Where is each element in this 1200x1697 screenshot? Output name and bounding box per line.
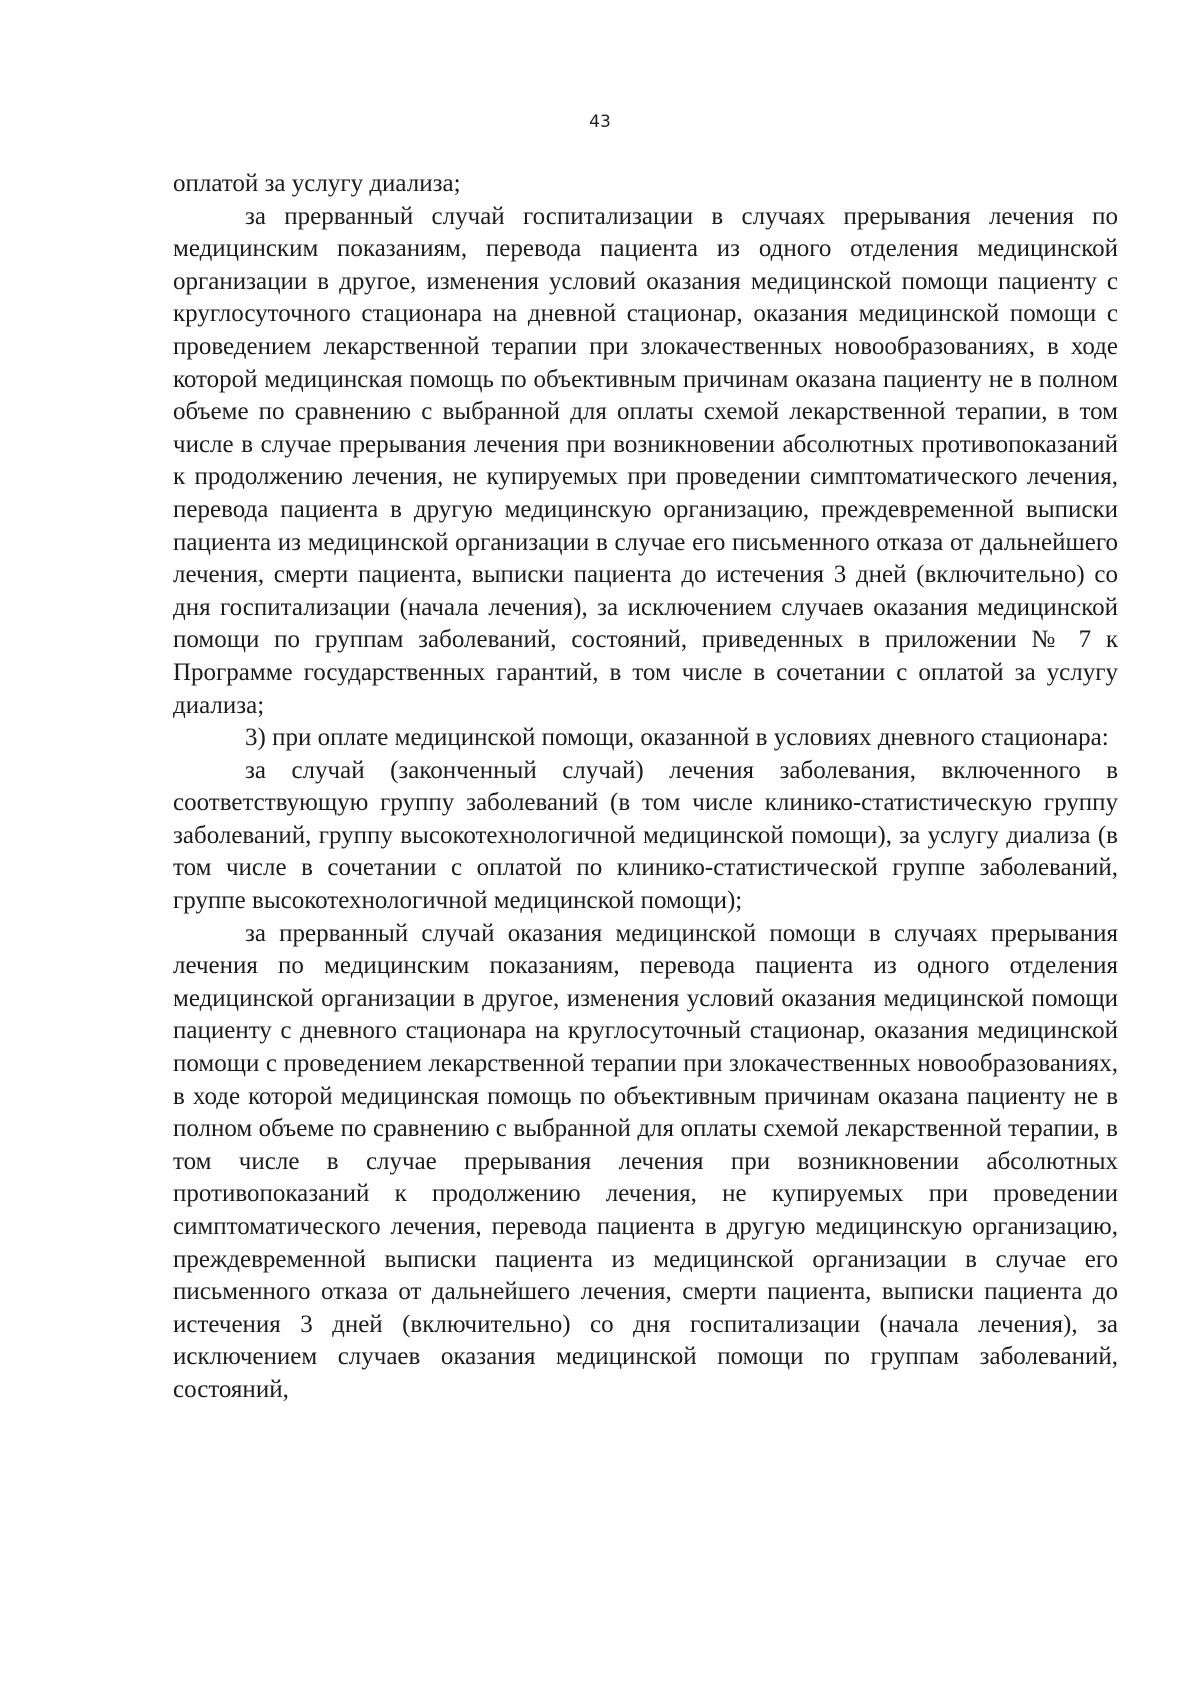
- paragraph-5: за прерванный случай оказания медицинской помощи в случаях прерывания лечения по медицинским показаниям, перевода пациента из одного отделения медицинской организации в другое, изменения условий оказания медицинской помощи пациенту с дневного стационара на круглосуточный стационар, оказания медицинской помощи с проведением лекарственной терапии при злокачественных новообразованиях, в ходе которой медицинская помощь по объективным причинам оказана пациенту не в полном объеме по сравнению с выбранной для оплаты схемой лекарственной терапии, в том числе в случае прерывания лечения при возникновении абсолютных противопоказаний к продолжению лечения, не купируемых при проведении симптоматического лечения, перевода пациента в другую медицинскую организацию, преждевременной выписки пациента из медицинской организации в случае его письменного отказа от дальнейшего лечения, смерти пациента, выписки пациента до истечения 3 дней (включительно) со дня госпитализации (начала лечения), за исключением случаев оказания медицинской помощи по группам заболеваний, состояний,: [173, 919, 1118, 1403]
- paragraph-4: за случай (законченный случай) лечения заболевания, включенного в соответствующую группу заболеваний (в том числе клинико-статистическую группу заболеваний, группу высокотехнологичной медицинской помощи), за услугу диализа (в том числе в сочетании с оплатой по клинико-статистической группе заболеваний, группе высокотехнологичной медицинской помощи);: [173, 756, 1118, 915]
- body-text: [173, 168, 1118, 1407]
- paragraph-1: оплатой за услугу диализа;: [173, 170, 461, 197]
- page-number: 43: [589, 112, 611, 132]
- paragraph-3: 3) при оплате медицинской помощи, оказанной в условиях дневного стационара:: [245, 724, 1109, 752]
- paragraph-2: за прерванный случай госпитализации в случаях прерывания лечения по медицинским показаниям, перевода пациента из одного отделения медицинской организации в другое, изменения условий оказания медицинской помощи пациенту с круглосуточного стационара на дневной стационар, оказания медицинской помощи с проведением лекарственной терапии при злокачественных новообразованиях, в ходе которой медицинская помощь по объективным причинам оказана пациенту не в полном объеме по сравнению с выбранной для оплаты схемой лекарственной терапии, в том числе в случае прерывания лечения при возникновении абсолютных противопоказаний к продолжению лечения, не купируемых при проведении симптоматического лечения, перевода пациента в другую медицинскую организацию, преждевременной выписки пациента из медицинской организации в случае его письменного отказа от дальнейшего лечения, смерти пациента, выписки пациента до истечения 3 дней (включительно) со дня госпитализации (начала лечения), за исключением случаев оказания медицинской помощи по группам заболеваний, состояний, приведенных в приложении № 7 к Программе государственных гарантий, в том числе в сочетании с оплатой за услугу диализа;: [173, 202, 1118, 719]
